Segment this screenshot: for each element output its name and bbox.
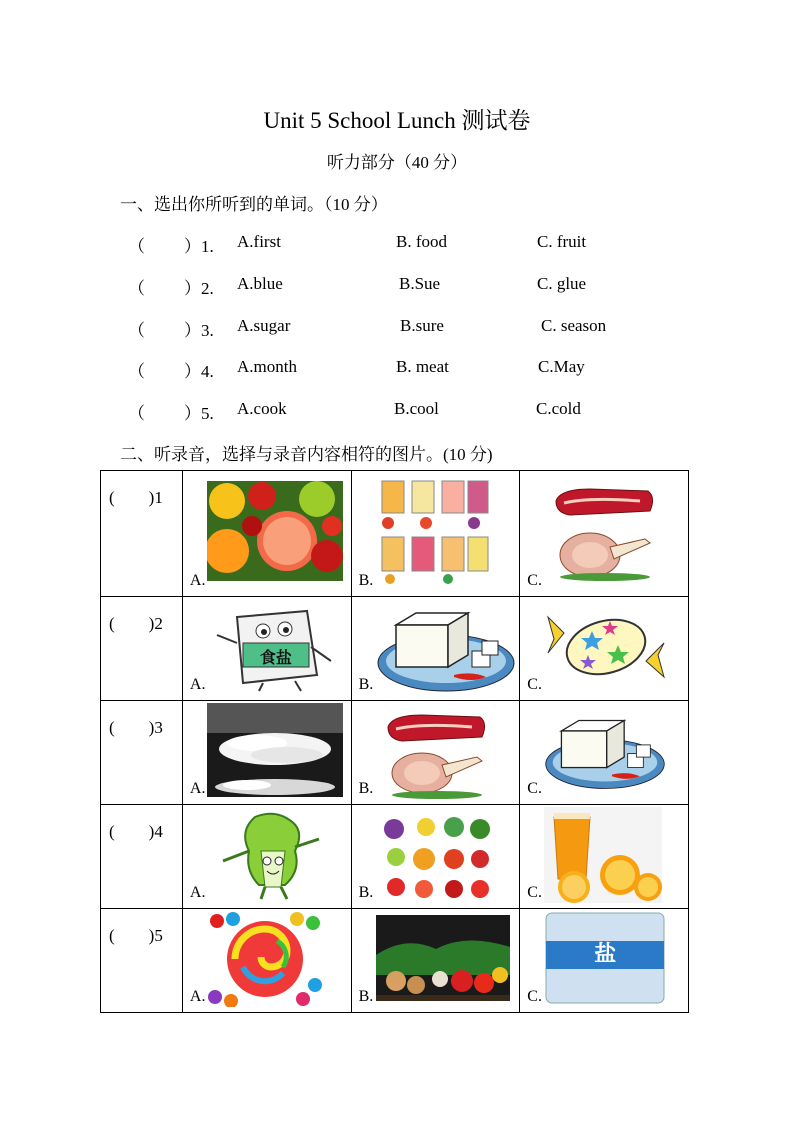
option-a-cell[interactable]: [182, 805, 351, 909]
row-number-cell[interactable]: [101, 597, 183, 701]
option-label: A.: [189, 884, 206, 901]
option-a: A.month: [237, 357, 297, 376]
question-number: ）4.: [184, 362, 214, 381]
row-number-cell[interactable]: [101, 805, 183, 909]
option-label: C.: [527, 780, 542, 797]
option-b-cell[interactable]: [351, 805, 520, 909]
option-c: C. season: [541, 316, 607, 335]
option-label: A.: [189, 676, 206, 693]
meat-ham-image: [550, 481, 670, 581]
option-b-cell[interactable]: [351, 701, 520, 805]
option-label: B.: [358, 572, 374, 589]
table-row: [101, 909, 689, 1013]
option-b-cell[interactable]: [351, 909, 520, 1013]
table-row: [101, 471, 689, 597]
salt-text: 食盐: [259, 648, 292, 667]
option-label: B.: [358, 780, 374, 797]
option-b: B. food: [396, 232, 447, 251]
option-b: B.sure: [400, 316, 444, 335]
cartoon-fruits-image: [378, 811, 494, 903]
salt-bag-image: [544, 911, 666, 1005]
table-row: [101, 597, 689, 701]
answer-bracket-open[interactable]: （: [128, 404, 145, 423]
question-number: ）3.: [184, 321, 214, 340]
option-a: A.sugar: [237, 316, 291, 335]
row-number-cell[interactable]: [101, 909, 183, 1013]
candy-image: [546, 603, 666, 691]
picture-table: [100, 470, 689, 1013]
row-number: ( )2: [109, 614, 163, 633]
option-label: A.: [189, 780, 206, 797]
row-number: ( )1: [109, 488, 163, 507]
answer-bracket-open[interactable]: （: [128, 279, 145, 298]
question-number: ）5.: [184, 404, 214, 423]
option-c: C.May: [538, 357, 585, 376]
tofu-plate-image: [376, 601, 516, 695]
option-label: C.: [527, 988, 542, 1005]
meat-ham-image: [382, 707, 502, 799]
section1-heading: 一、选出你所听到的单词。（10 分）: [120, 195, 388, 214]
option-label: B.: [358, 884, 374, 901]
listening-subtitle: 听力部分（40 分）: [326, 153, 468, 172]
option-label: C.: [527, 676, 542, 693]
lollipop-candy-image: [207, 911, 323, 1007]
option-b-cell[interactable]: [351, 471, 520, 597]
tofu-plate-image: [544, 705, 666, 797]
option-b: B.Sue: [399, 274, 441, 293]
option-b-cell[interactable]: [351, 597, 520, 701]
option-a-cell[interactable]: [182, 597, 351, 701]
question-number: ）1.: [184, 237, 214, 256]
option-c-cell[interactable]: [520, 597, 689, 701]
option-c: C. glue: [537, 274, 587, 293]
option-label: A.: [189, 988, 206, 1005]
row-number-cell[interactable]: [101, 701, 183, 805]
answer-bracket-open[interactable]: （: [128, 362, 145, 381]
table-row: [101, 805, 689, 909]
fruit-juice-image: [376, 475, 492, 587]
rice-image: [207, 703, 343, 797]
option-a: A.first: [237, 232, 281, 251]
option-b: B.cool: [394, 399, 439, 418]
option-c-cell[interactable]: [520, 805, 689, 909]
option-label: A.: [189, 572, 206, 589]
salt-bag-text: 盐: [594, 942, 617, 967]
option-c-cell[interactable]: [520, 701, 689, 805]
option-a-cell[interactable]: [182, 701, 351, 805]
option-c: C.cold: [536, 399, 581, 418]
option-a: A.blue: [237, 274, 283, 293]
option-a-cell[interactable]: [182, 909, 351, 1013]
option-label: B.: [358, 676, 374, 693]
option-label: B.: [358, 988, 374, 1005]
option-label: C.: [527, 884, 542, 901]
option-c-cell[interactable]: [520, 909, 689, 1013]
answer-bracket-open[interactable]: （: [128, 237, 145, 256]
option-a-cell[interactable]: [182, 471, 351, 597]
salt-cartoon-image: [207, 603, 345, 693]
question-number: ）2.: [184, 279, 214, 298]
row-number: ( )4: [109, 822, 163, 841]
page-title: Unit 5 School Lunch 测试卷: [263, 108, 531, 133]
table-row: [101, 701, 689, 805]
option-label: C.: [527, 572, 542, 589]
option-b: B. meat: [396, 357, 449, 376]
cabbage-cartoon-image: [215, 811, 325, 901]
section2-heading: 二、听录音，选择与录音内容相符的图片。(10 分): [120, 445, 493, 464]
option-a: A.cook: [237, 399, 287, 418]
answer-bracket-open[interactable]: （: [128, 321, 145, 340]
row-number: ( )3: [109, 718, 163, 737]
vegetables-image: [376, 915, 510, 1001]
option-c-cell[interactable]: [520, 471, 689, 597]
row-number-cell[interactable]: [101, 471, 183, 597]
row-number: ( )5: [109, 926, 163, 945]
option-c: C. fruit: [537, 232, 587, 251]
mixed-fruit-image: [207, 481, 343, 581]
orange-juice-image: [544, 807, 662, 903]
